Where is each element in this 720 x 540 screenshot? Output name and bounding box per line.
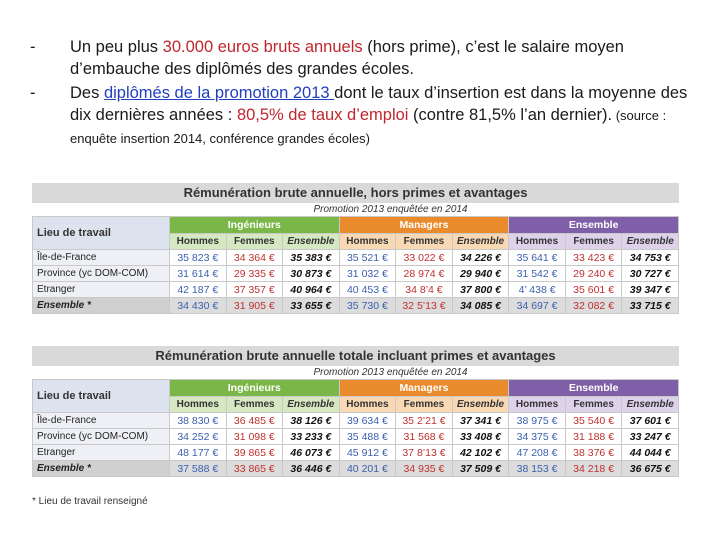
cell: 34 364 € <box>226 250 283 266</box>
cell: 39 634 € <box>339 413 396 429</box>
table-row <box>33 413 679 429</box>
cell: 31 098 € <box>226 429 283 445</box>
bullet-dash: - <box>30 38 36 56</box>
subheader-femmes: Femmes <box>226 234 283 250</box>
cell: 33 408 € <box>452 429 509 445</box>
row-label: Ensemble * <box>33 461 170 477</box>
highlight-employment-rate: 80,5% de taux d’emploi <box>236 106 409 124</box>
cell: 33 247 € <box>622 429 679 445</box>
cell: 35 2’21 € <box>396 413 453 429</box>
cell: 31 188 € <box>565 429 622 445</box>
subheader-hommes: Hommes <box>339 397 396 413</box>
cell: 42 102 € <box>452 445 509 461</box>
salary-table-incl-bonus <box>32 346 679 477</box>
cell: 37 800 € <box>452 282 509 298</box>
lieu-header: Lieu de travail <box>33 380 170 413</box>
cell: 35 540 € <box>565 413 622 429</box>
cell: 34 935 € <box>396 461 453 477</box>
cell: 33 865 € <box>226 461 283 477</box>
table-subtitle: Promotion 2013 enquêtée en 2014 <box>313 204 468 215</box>
cell: 38 126 € <box>283 413 340 429</box>
subheader-ensemble: Ensemble <box>622 234 679 250</box>
cell: 38 376 € <box>565 445 622 461</box>
cell: 40 453 € <box>339 282 396 298</box>
cell: 29 940 € <box>452 266 509 282</box>
footnote: * Lieu de travail renseigné <box>32 496 148 507</box>
bullet-item <box>30 36 700 80</box>
cell: 34 252 € <box>170 429 227 445</box>
lieu-header: Lieu de travail <box>33 217 170 250</box>
salary-grid <box>32 216 679 314</box>
group-managers: Managers <box>339 217 509 234</box>
row-label: Province (yc DOM-COM) <box>33 266 170 282</box>
bullet-text-part: (hors prime), c’est le salaire moyen d’embauche des diplômés des grandes écoles. <box>70 38 624 78</box>
bullet-text-part: dont le taux d’insertion est dans la moyenne des dix dernières années : <box>70 84 688 124</box>
salary-grid <box>32 379 679 477</box>
cell: 31 568 € <box>396 429 453 445</box>
cell: 35 488 € <box>339 429 396 445</box>
group-header-row <box>33 380 679 397</box>
bullet-text-part: Un peu plus <box>70 38 163 56</box>
cell: 47 208 € <box>509 445 566 461</box>
subheader-hommes: Hommes <box>509 234 566 250</box>
row-label: Etranger <box>33 445 170 461</box>
cell: 33 715 € <box>622 298 679 314</box>
cell: 34 375 € <box>509 429 566 445</box>
cell: 32 5’13 € <box>396 298 453 314</box>
cell: 35 730 € <box>339 298 396 314</box>
promotion-link[interactable]: diplômés de la promotion 2013 <box>103 84 335 102</box>
table-row <box>33 266 679 282</box>
subheader-ensemble: Ensemble <box>452 397 509 413</box>
group-managers: Managers <box>339 380 509 397</box>
cell: 48 177 € <box>170 445 227 461</box>
cell: 38 975 € <box>509 413 566 429</box>
group-ensemble: Ensemble <box>509 217 679 234</box>
table-row <box>33 282 679 298</box>
table-subtitle: Promotion 2013 enquêtée en 2014 <box>313 367 468 378</box>
cell: 33 233 € <box>283 429 340 445</box>
cell: 33 655 € <box>283 298 340 314</box>
bullet-text <box>70 82 700 150</box>
cell: 34 218 € <box>565 461 622 477</box>
group-ingenieurs: Ingénieurs <box>170 217 340 234</box>
cell: 34 8’4 € <box>396 282 453 298</box>
cell: 4’ 438 € <box>509 282 566 298</box>
group-ensemble: Ensemble <box>509 380 679 397</box>
salary-table-excl-bonus <box>32 183 679 314</box>
group-header-row <box>33 217 679 234</box>
cell: 32 082 € <box>565 298 622 314</box>
table-row <box>33 445 679 461</box>
subheader-femmes: Femmes <box>396 234 453 250</box>
cell: 35 641 € <box>509 250 566 266</box>
cell: 30 873 € <box>283 266 340 282</box>
subheader-hommes: Hommes <box>170 397 227 413</box>
cell: 29 240 € <box>565 266 622 282</box>
table-title: Rémunération brute annuelle, hors primes et avantages <box>32 183 679 203</box>
subheader-femmes: Femmes <box>565 397 622 413</box>
cell: 37 588 € <box>170 461 227 477</box>
cell: 36 485 € <box>226 413 283 429</box>
row-label: Île-de-France <box>33 250 170 266</box>
cell: 38 153 € <box>509 461 566 477</box>
cell: 39 347 € <box>622 282 679 298</box>
subheader-femmes: Femmes <box>226 397 283 413</box>
group-ingenieurs: Ingénieurs <box>170 380 340 397</box>
bullet-text <box>70 36 700 80</box>
cell: 34 085 € <box>452 298 509 314</box>
subheader-ensemble: Ensemble <box>283 397 340 413</box>
row-label: Ensemble * <box>33 298 170 314</box>
cell: 36 675 € <box>622 461 679 477</box>
table-row-total <box>33 298 679 314</box>
subheader-hommes: Hommes <box>170 234 227 250</box>
table-title: Rémunération brute annuelle totale incluant primes et avantages <box>32 346 679 366</box>
cell: 34 430 € <box>170 298 227 314</box>
subheader-ensemble: Ensemble <box>622 397 679 413</box>
table-row <box>33 429 679 445</box>
cell: 29 335 € <box>226 266 283 282</box>
cell: 34 226 € <box>452 250 509 266</box>
cell: 37 509 € <box>452 461 509 477</box>
cell: 35 601 € <box>565 282 622 298</box>
cell: 28 974 € <box>396 266 453 282</box>
cell: 40 201 € <box>339 461 396 477</box>
cell: 46 073 € <box>283 445 340 461</box>
cell: 33 022 € <box>396 250 453 266</box>
table-row <box>33 250 679 266</box>
cell: 31 905 € <box>226 298 283 314</box>
cell: 44 044 € <box>622 445 679 461</box>
subheader-hommes: Hommes <box>339 234 396 250</box>
cell: 39 865 € <box>226 445 283 461</box>
subheader-ensemble: Ensemble <box>452 234 509 250</box>
cell: 37 8’13 € <box>396 445 453 461</box>
highlight-salary: 30.000 euros bruts annuels <box>162 38 363 56</box>
cell: 36 446 € <box>283 461 340 477</box>
cell: 31 542 € <box>509 266 566 282</box>
bullet-dash: - <box>30 84 36 102</box>
subheader-hommes: Hommes <box>509 397 566 413</box>
subheader-ensemble: Ensemble <box>283 234 340 250</box>
subheader-femmes: Femmes <box>396 397 453 413</box>
subheader-femmes: Femmes <box>565 234 622 250</box>
cell: 40 964 € <box>283 282 340 298</box>
cell: 31 032 € <box>339 266 396 282</box>
bullet-text-part: Des <box>70 84 104 102</box>
cell: 45 912 € <box>339 445 396 461</box>
source-note: (source : enquête insertion 2014, conférence grandes écoles) <box>70 108 667 146</box>
cell: 37 357 € <box>226 282 283 298</box>
cell: 42 187 € <box>170 282 227 298</box>
bullet-item <box>30 82 700 150</box>
cell: 35 521 € <box>339 250 396 266</box>
cell: 31 614 € <box>170 266 227 282</box>
cell: 30 727 € <box>622 266 679 282</box>
cell: 38 830 € <box>170 413 227 429</box>
cell: 33 423 € <box>565 250 622 266</box>
table-row-total <box>33 461 679 477</box>
bullet-list <box>30 36 700 152</box>
cell: 37 601 € <box>622 413 679 429</box>
cell: 35 383 € <box>283 250 340 266</box>
cell: 34 697 € <box>509 298 566 314</box>
row-label: Île-de-France <box>33 413 170 429</box>
cell: 35 823 € <box>170 250 227 266</box>
cell: 37 341 € <box>452 413 509 429</box>
row-label: Province (yc DOM-COM) <box>33 429 170 445</box>
row-label: Etranger <box>33 282 170 298</box>
bullet-text-part: (contre 81,5% l’an dernier). <box>408 106 613 124</box>
cell: 34 753 € <box>622 250 679 266</box>
